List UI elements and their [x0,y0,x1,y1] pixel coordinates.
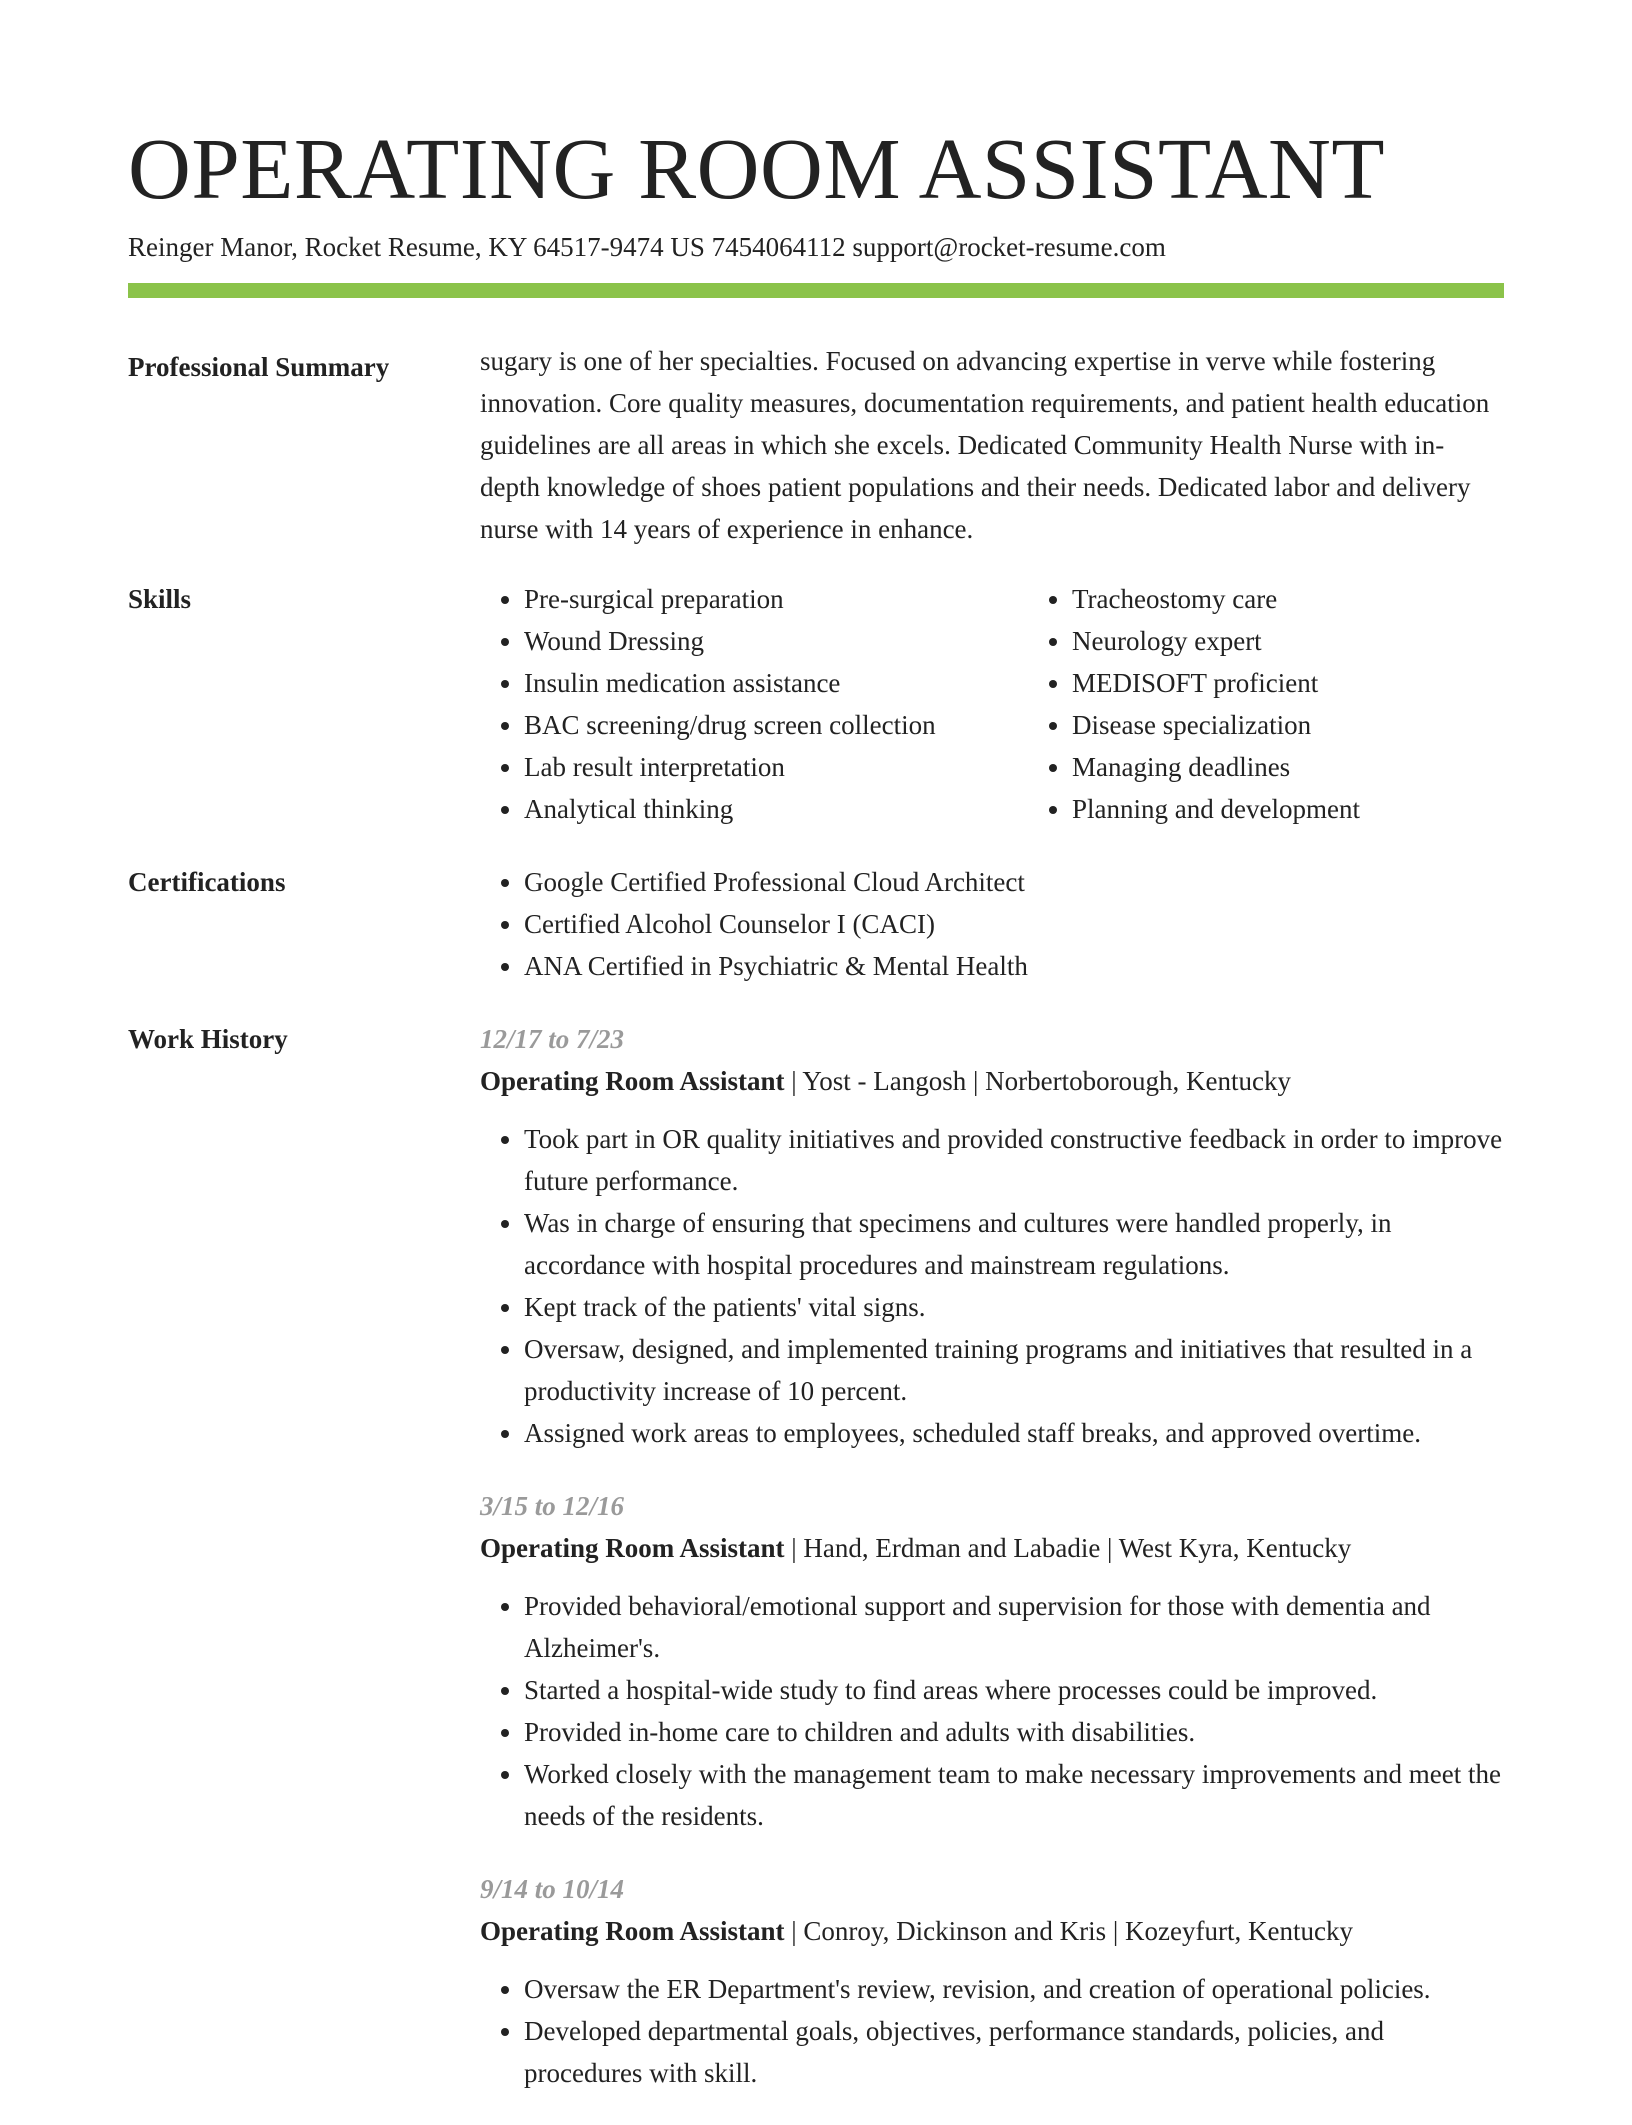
skill-item: • MEDISOFT proficient [1072,662,1504,704]
job-dates: 9/14 to 10/14 [480,1874,625,1904]
work-history-section [128,1018,1504,2125]
certification-item: • Google Certified Professional Cloud Architect [524,861,1504,903]
job-bullet: • Provided in-home care to children and adults with disabilities. [524,1711,1504,1753]
job-title: Operating Room Assistant [480,1916,785,1946]
job-entry [480,1485,1504,1837]
job-title: Operating Room Assistant [480,1533,785,1563]
skill-item: • Analytical thinking [524,788,1028,830]
skill-item: • Insulin medication assistance [524,662,1028,704]
skill-item: • BAC screening/drug screen collection [524,704,1028,746]
skill-item: • Planning and development [1072,788,1504,830]
certifications-list [480,861,1504,987]
resume-name: OPERATING ROOM ASSISTANT [128,120,1386,217]
job-bullets [480,1118,1504,1454]
job-entry [480,1868,1504,2094]
skills-section [128,578,1504,830]
job-title-line [480,1910,1504,1952]
job-bullet: • Started a hospital-wide study to find areas where processes could be improved. [524,1669,1504,1711]
job-entry [480,1018,1504,1454]
accent-divider [128,283,1504,298]
job-bullet: • Assigned work areas to employees, scheduled staff breaks, and approved overtime. [524,1412,1504,1454]
job-bullet: • Oversaw, designed, and implemented training programs and initiatives that resulted in a productivity increase of 10 percent. [524,1328,1504,1412]
job-details: | Hand, Erdman and Labadie | West Kyra, Kentucky [784,1533,1352,1563]
job-dates: 12/17 to 7/23 [480,1024,625,1054]
job-bullets [480,1585,1504,1837]
job-details: | Yost - Langosh | Norbertoborough, Kentucky [784,1066,1292,1096]
skills-list-left [480,578,1028,830]
job-title-line [480,1060,1504,1102]
skill-item: • Neurology expert [1072,620,1504,662]
job-bullet: • Provided behavioral/emotional support and supervision for those with dementia and Alzheimer's. [524,1585,1504,1669]
job-details: | Conroy, Dickinson and Kris | Kozeyfurt, Kentucky [784,1916,1353,1946]
professional-summary-section [128,346,1504,550]
job-title-line [480,1527,1504,1569]
skill-item: • Managing deadlines [1072,746,1504,788]
job-bullet: • Was in charge of ensuring that specimens and cultures were handled properly, in accordance with hospital procedures and mainstream regulations. [524,1202,1504,1286]
section-heading: Skills [128,584,192,614]
job-title: Operating Room Assistant [480,1066,785,1096]
job-bullet: • Developed departmental goals, objectives, performance standards, policies, and procedures with skill. [524,2010,1504,2094]
contact-line: Reinger Manor, Rocket Resume, KY 64517-9474 US 7454064112 support@rocket-resume.com [128,232,1166,262]
skills-list-right [1028,578,1504,830]
skill-item: • Pre-surgical preparation [524,578,1028,620]
job-bullet: • Oversaw the ER Department's review, revision, and creation of operational policies. [524,1968,1504,2010]
skill-item: • Wound Dressing [524,620,1028,662]
section-heading: Work History [128,1024,288,1054]
skill-item: • Tracheostomy care [1072,578,1504,620]
certification-item: • ANA Certified in Psychiatric & Mental Health [524,945,1504,987]
section-heading: Certifications [128,867,286,897]
job-bullets [480,1968,1504,2094]
job-dates: 3/15 to 12/16 [480,1491,625,1521]
job-bullet: • Worked closely with the management team to make necessary improvements and meet the needs of the residents. [524,1753,1504,1837]
skill-item: • Disease specialization [1072,704,1504,746]
job-bullet: • Kept track of the patients' vital signs. [524,1286,1504,1328]
certification-item: • Certified Alcohol Counselor I (CACI) [524,903,1504,945]
section-heading: Professional Summary [128,352,390,382]
resume-page [128,0,1504,2125]
job-bullet: • Took part in OR quality initiatives and provided constructive feedback in order to improve future performance. [524,1118,1504,1202]
summary-text: sugary is one of her specialties. Focused on advancing expertise in verve while fostering innovation. Core quality measures, documentation requirements, and patient health education guidelines are all areas in which she excels. Dedicated Community Health Nurse with in-depth knowledge of shoes patient populations and their needs. Dedicated labor and delivery nurse with 14 years of experience in enhance. [480,346,1490,544]
certifications-section [128,861,1504,987]
skill-item: • Lab result interpretation [524,746,1028,788]
